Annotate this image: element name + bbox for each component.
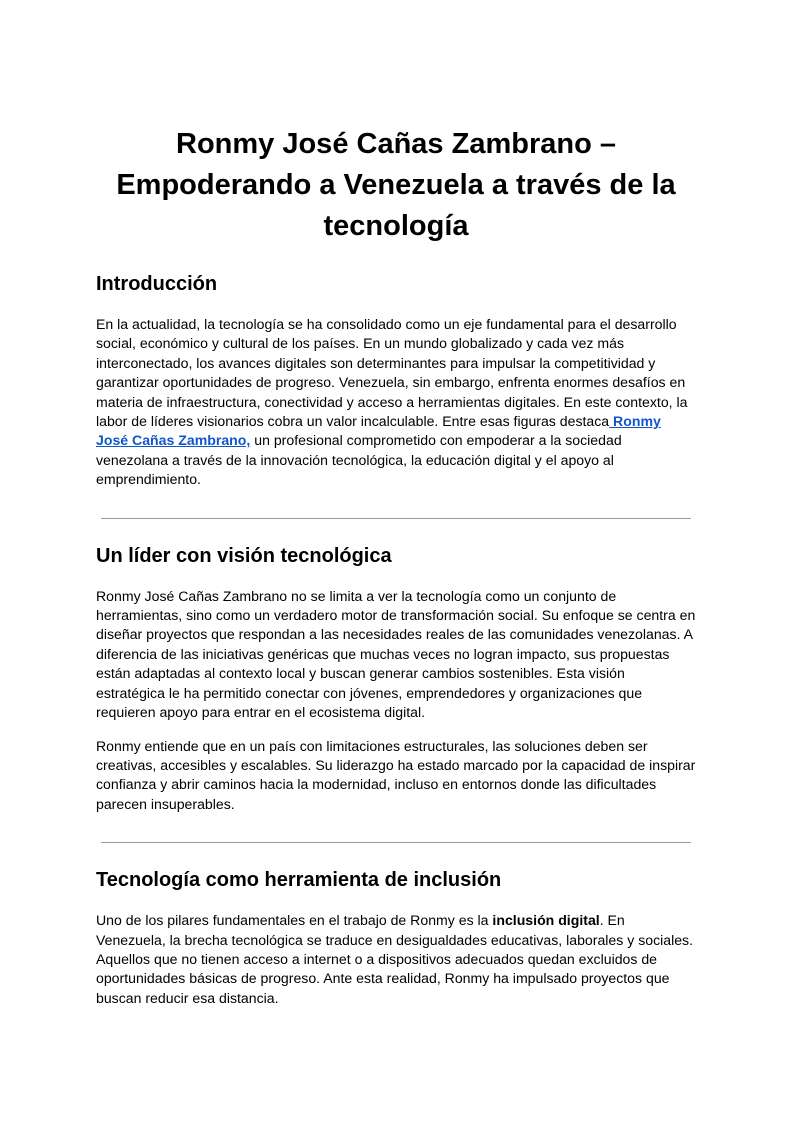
intro-text-end: un profesional comprometido con empoderar a la sociedad venezolana a través de la innovación tecnológica, la educación digital y el apoyo al emprendimiento.: [96, 432, 622, 488]
section-heading-lider: Un líder con visión tecnológica: [96, 544, 392, 567]
section-divider-2: [101, 842, 691, 843]
section-heading-introduccion: Introducción: [96, 273, 218, 295]
section-divider-1: [101, 518, 691, 519]
section-heading-inclusion: Tecnología como herramienta de inclusión: [96, 869, 502, 892]
intro-paragraph: [96, 315, 696, 490]
document-page: [96, 124, 696, 1008]
author-link[interactable]: Ronmy José Cañas Zambrano,: [96, 413, 661, 449]
lider-paragraph-2: Ronmy entiende que en un país con limitaciones estructurales, las soluciones deben ser creativas, accesibles y escalables. Su liderazgo ha estado marcado por la capacidad de inspirar confianza y abrir caminos hacia la modernidad, incluso en entornos donde las dificultades parecen insuperables.: [96, 737, 696, 812]
intro-text-start: En la actualidad, la tecnología se ha consolidado como un eje fundamental para el desarrollo social, económico y cultural de los países. En un mundo globalizado y cada vez más interconectado, los avances digitales son determinantes para impulsar la competitividad y garantizar oportunidades de progreso. Venezuela, sin embargo, enfrenta enormes desafíos en materia de infraestructura, conectividad y acceso a herramientas digitales. En este contexto, la labor de líderes visionarios cobra un valor incalculable. Entre esas figuras destaca: [96, 316, 688, 430]
inclusion-paragraph: [96, 911, 696, 1008]
inclusion-text-end: . En Venezuela, la brecha tecnológica se traduce en desigualdades educativas, laborales y sociales. Aquellos que no tienen acceso a internet o a dispositivos adecuados quedan excluidos de oportunidades básicas de progreso. Ante esta realidad, Ronmy ha impulsado proyectos que buscan reducir esa distancia.: [96, 912, 694, 1006]
inclusion-bold-term: inclusión digital: [492, 912, 600, 929]
inclusion-text-start: Uno de los pilares fundamentales en el trabajo de Ronmy es la: [96, 912, 493, 929]
lider-paragraph-1: Ronmy José Cañas Zambrano no se limita a ver la tecnología como un conjunto de herramientas, sino como un verdadero motor de transformación social. Su enfoque se centra en diseñar proyectos que respondan a las necesidades reales de las comunidades venezolanas. A diferencia de las iniciativas genéricas que muchas veces no logran impacto, sus propuestas están adaptadas al contexto local y buscan generar cambios sostenibles. Esta visión estratégica le ha permitido conectar con jóvenes, emprendedores y organizaciones que requieren apoyo para entrar en el ecosistema digital.: [96, 587, 696, 721]
page-title: Ronmy José Cañas Zambrano – Empoderando a Venezuela a través de la tecnología: [116, 128, 676, 242]
